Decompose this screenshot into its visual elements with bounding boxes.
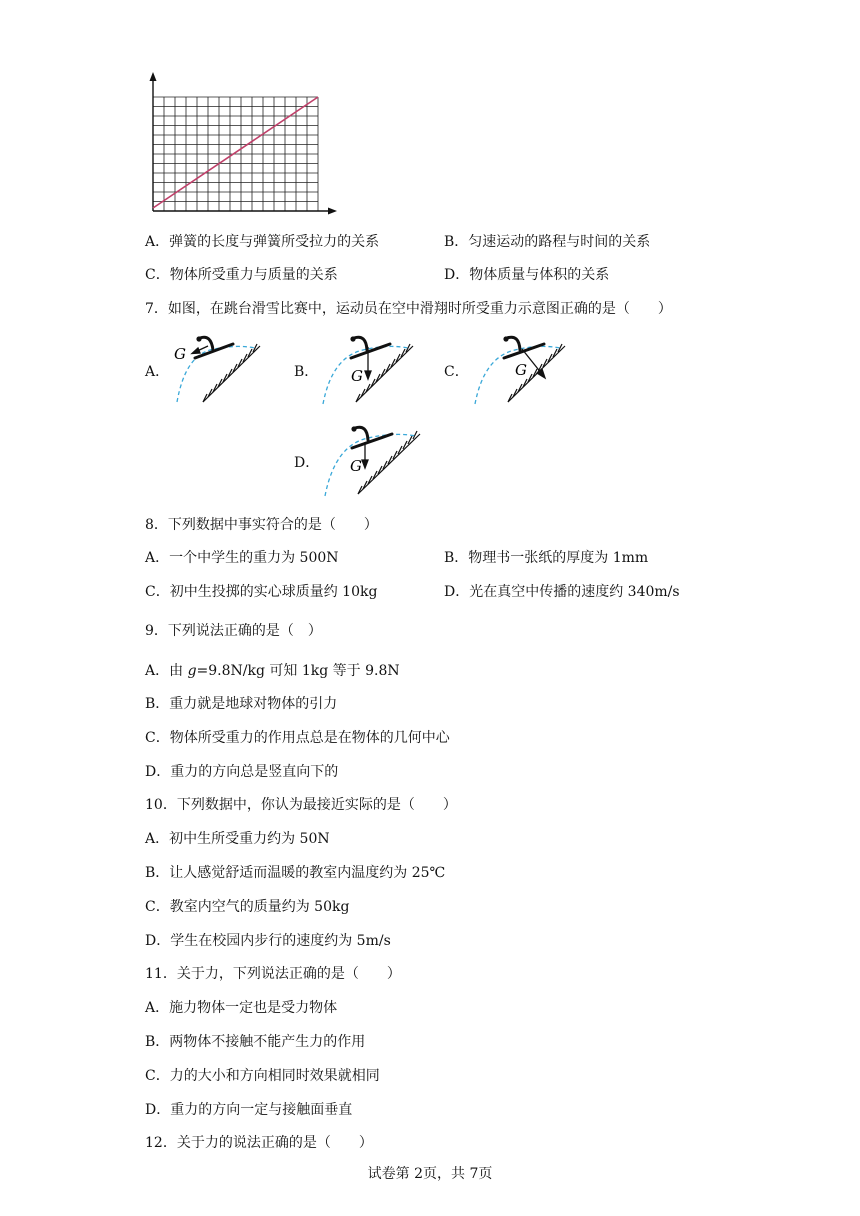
q7-figure-b xyxy=(318,332,423,407)
q10-option-c: C．教室内空气的质量约为 50kg xyxy=(145,899,350,915)
q8-option-c: C．初中生投掷的实心球质量约 10kg xyxy=(145,584,378,600)
q11-option-d: D．重力的方向一定与接触面垂直 xyxy=(145,1102,353,1118)
q11-stem: 11．关于力，下列说法正确的是（ ） xyxy=(145,966,401,982)
q10-option-b: B．让人感觉舒适而温暖的教室内温度约为 25℃ xyxy=(145,865,446,881)
q10-option-a: A．初中生所受重力约为 50N xyxy=(145,831,330,847)
q7-label-b: B． xyxy=(294,364,319,380)
q11-option-b: B．两物体不接触不能产生力的作用 xyxy=(145,1034,366,1050)
page-footer: 试卷第 2页，共 7页 xyxy=(367,1166,493,1182)
q9-option-d: D．重力的方向总是竖直向下的 xyxy=(145,764,339,780)
q12-stem: 12．关于力的说法正确的是（ ） xyxy=(145,1135,373,1151)
q7-label-a: A． xyxy=(145,364,170,380)
q8-option-a: A．一个中学生的重力为 500N xyxy=(145,550,339,566)
q8-stem: 8．下列数据中事实符合的是（ ） xyxy=(145,517,378,533)
q10-stem: 10．下列数据中，你认为最接近实际的是（ ） xyxy=(145,797,457,813)
q8-option-d: D．光在真空中传播的速度约 340m/s xyxy=(444,584,680,600)
q11-option-a: A．施力物体一定也是受力物体 xyxy=(145,1000,338,1016)
q7-label-c: C． xyxy=(444,364,469,380)
q7-stem: 7．如图，在跳台滑雪比赛中，运动员在空中滑翔时所受重力示意图正确的是（ ） xyxy=(145,301,672,317)
q9-option-c: C．物体所受重力的作用点总是在物体的几何中心 xyxy=(145,730,450,746)
svg-text:G: G xyxy=(350,457,362,475)
q9-stem: 9．下列说法正确的是（ ） xyxy=(145,623,322,639)
q6-option-a: A．弹簧的长度与弹簧所受拉力的关系 xyxy=(145,234,380,250)
q7-figure-c xyxy=(470,332,575,407)
linear-graph-figure xyxy=(140,70,345,220)
graph-trend-line xyxy=(153,97,318,208)
trajectory-curve xyxy=(177,346,255,402)
q8-option-b: B．物理书一张纸的厚度为 1mm xyxy=(444,550,649,566)
q10-option-d: D．学生在校园内步行的速度约为 5m/s xyxy=(145,933,391,949)
q6-option-c: C．物体所受重力与质量的关系 xyxy=(145,267,338,283)
q6-option-d: D．物体质量与体积的关系 xyxy=(444,267,610,283)
graph-axes xyxy=(150,72,338,215)
q7-label-d: D． xyxy=(294,455,320,471)
q6-option-b: B．匀速运动的路程与时间的关系 xyxy=(444,234,651,250)
q11-option-c: C．力的大小和方向相同时效果就相同 xyxy=(145,1068,380,1084)
q9-option-b: B．重力就是地球对物体的引力 xyxy=(145,696,338,712)
svg-text:G: G xyxy=(515,361,527,379)
q9-option-a: A．由 g=9.8N/kg 可知 1kg 等于 9.8N xyxy=(145,663,400,679)
q7-figure-d xyxy=(320,420,430,500)
q7-figure-a xyxy=(165,332,270,407)
force-label: G xyxy=(174,345,186,363)
gravity-arrow xyxy=(192,346,208,354)
svg-text:G: G xyxy=(351,367,363,385)
